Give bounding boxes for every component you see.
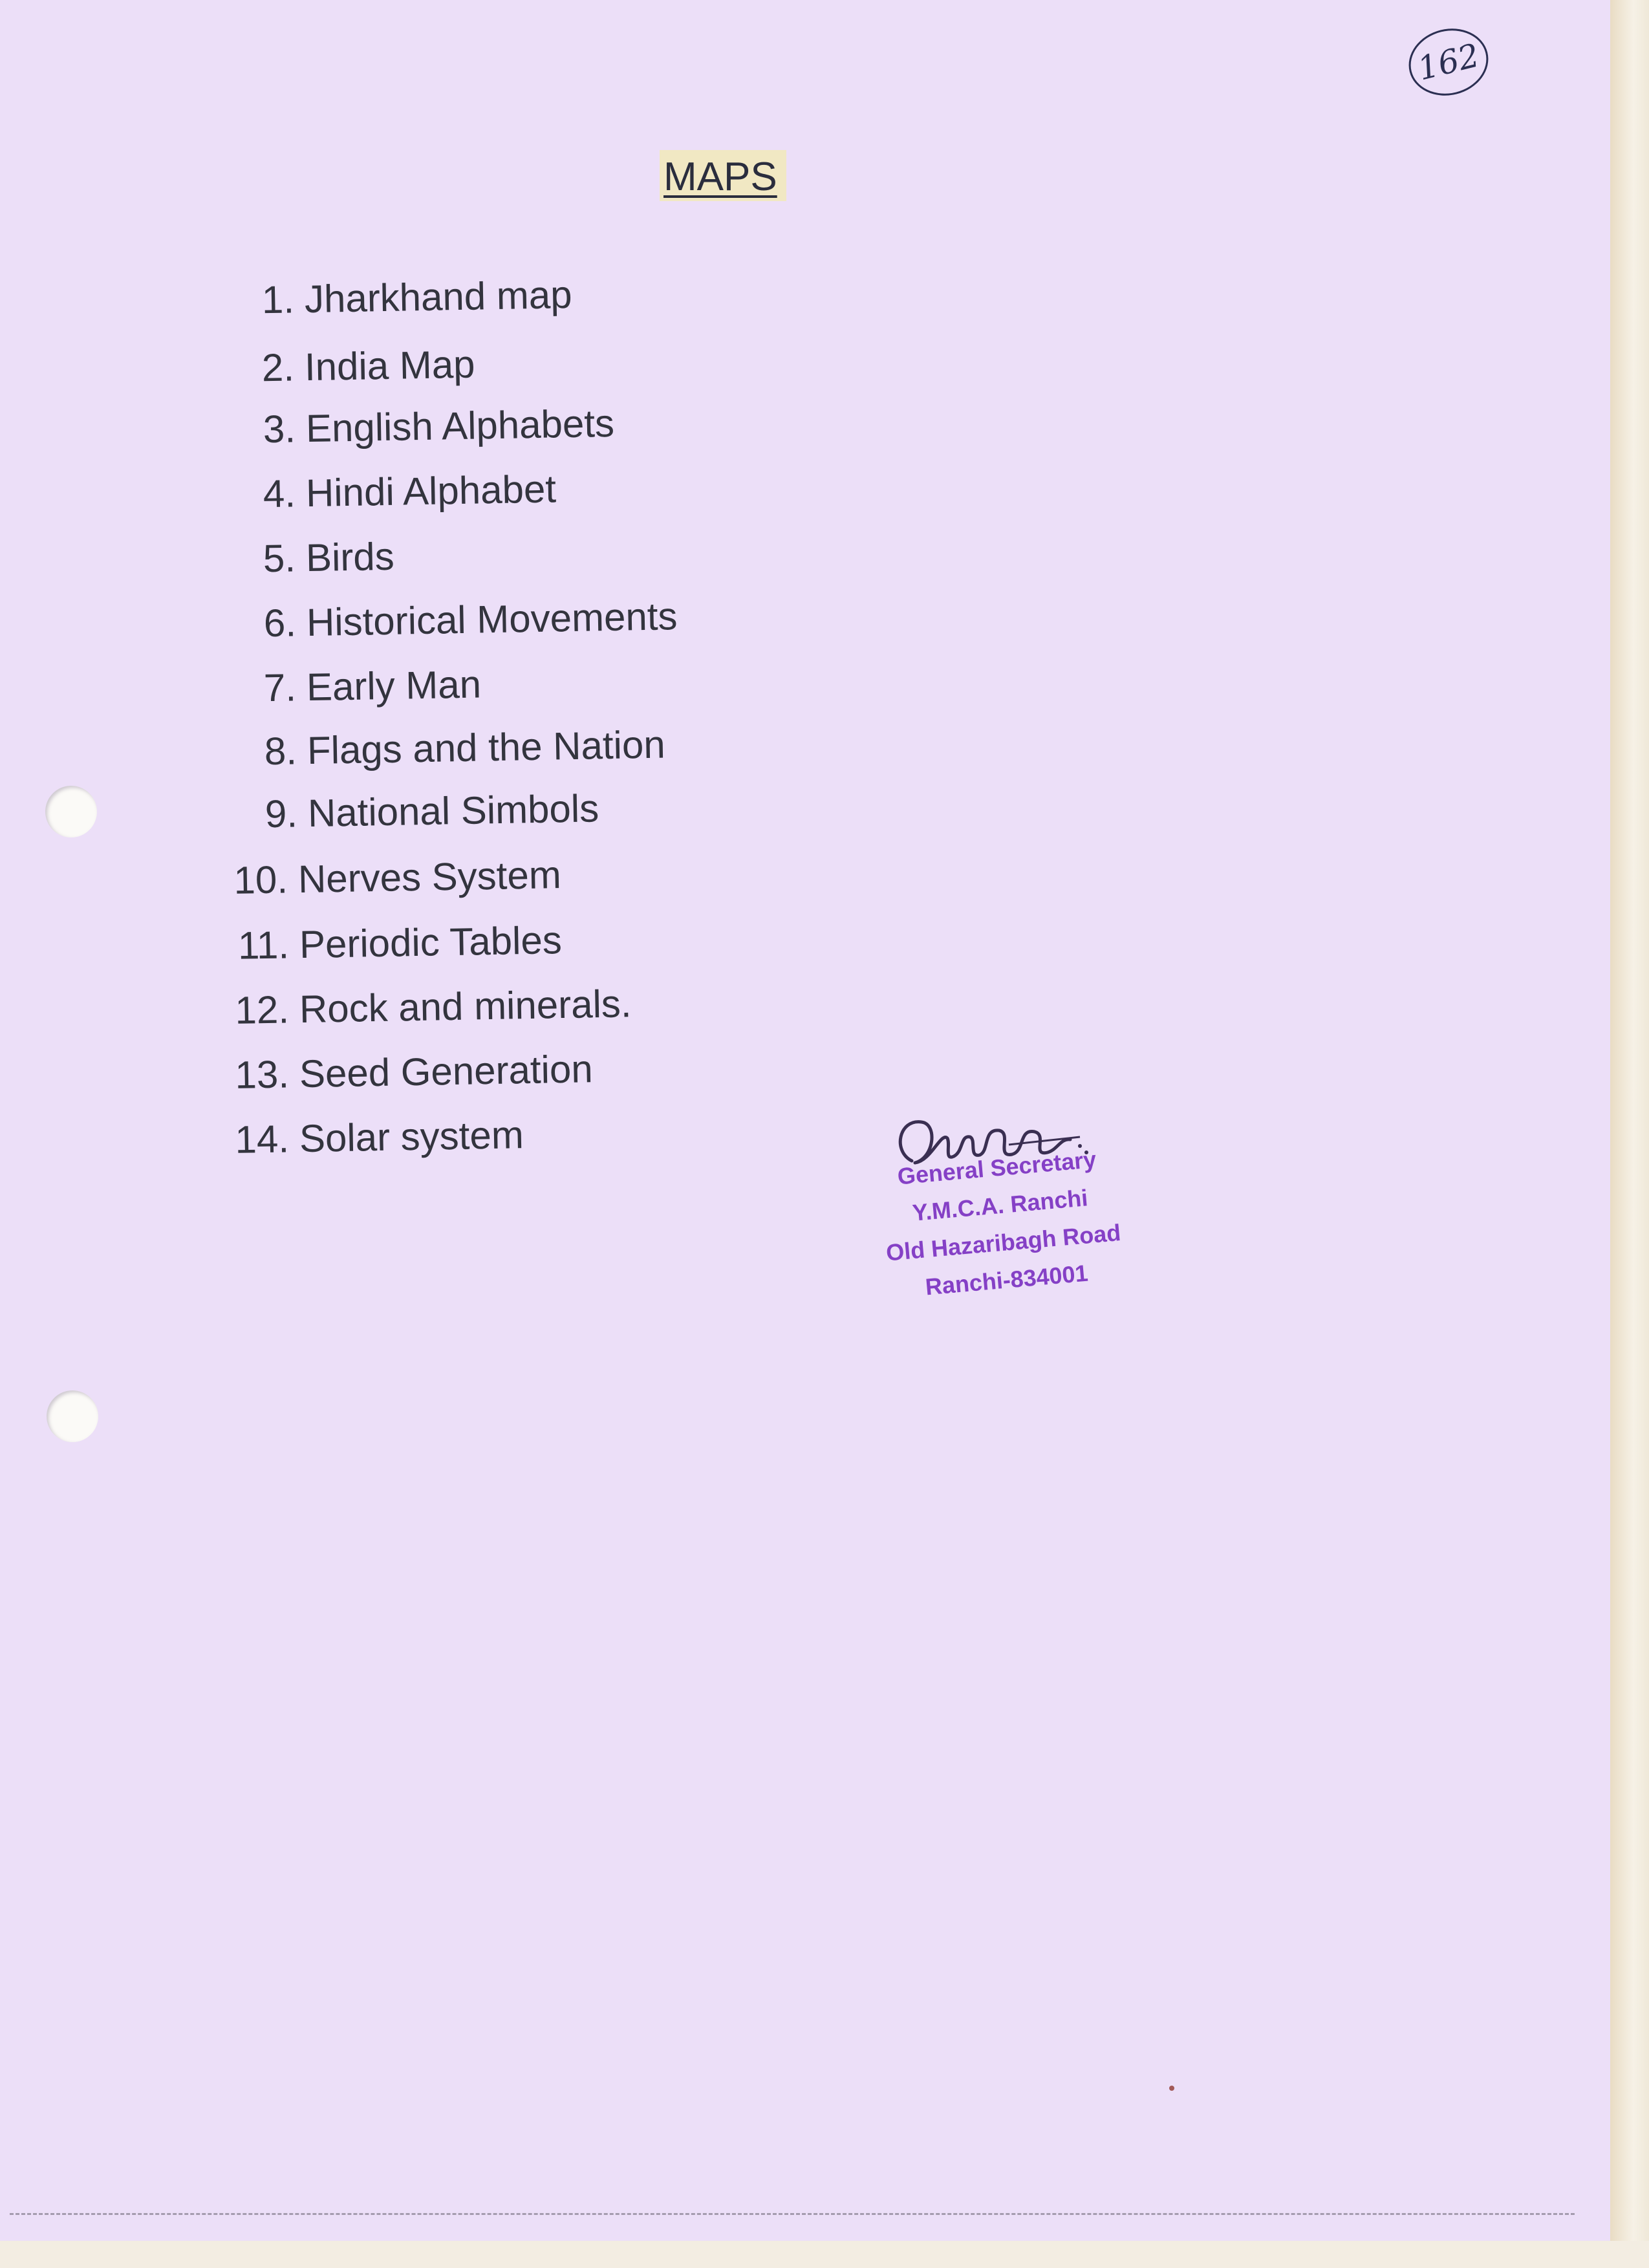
list-item-label: National Simbols: [307, 786, 599, 836]
list-item-number: 6.: [263, 601, 297, 645]
signature-stamp-block: [828, 1099, 1164, 1332]
list-item-label: Rock and minerals.: [299, 982, 632, 1031]
paper-speck: [1169, 2086, 1174, 2091]
list-item: [230, 918, 562, 968]
list-item-number: 1.: [261, 277, 295, 322]
paper-edge-bottom: [0, 2241, 1649, 2268]
list-item-number: 2.: [261, 345, 295, 390]
list-item-label: Periodic Tables: [299, 918, 563, 967]
list-item-label: English Alphabets: [305, 401, 615, 451]
page-title: MAPS: [660, 150, 786, 201]
list-item-number: 11.: [237, 923, 290, 967]
list-item-label: Historical Movements: [306, 594, 678, 645]
list-item-label: Flags and the Nation: [307, 722, 666, 773]
list-item: [235, 342, 475, 391]
list-item-number: 7.: [263, 665, 297, 710]
list-item-label: Solar system: [299, 1113, 524, 1161]
list-item-number: 5.: [263, 536, 296, 581]
list-item-label: Seed Generation: [299, 1047, 594, 1096]
punch-hole: [45, 786, 97, 837]
list-item-label: Early Man: [306, 662, 482, 709]
stamp-line-organization: Y.M.C.A. Ranchi: [911, 1184, 1089, 1226]
organization-stamp: [828, 1135, 1176, 1313]
list-item: [237, 662, 481, 711]
list-item-label: Nerves System: [297, 853, 562, 902]
list-item: [230, 1112, 524, 1162]
list-item: [237, 401, 614, 452]
list-item-number: 4.: [263, 471, 296, 516]
list-item: [239, 786, 599, 837]
list-item-number: 10.: [233, 858, 288, 902]
list-item: [229, 852, 561, 903]
stamp-line-address: Old Hazaribagh Road: [885, 1219, 1122, 1266]
list-item: [237, 534, 394, 581]
footer-rule: [10, 2213, 1575, 2215]
list-item-label: India Map: [304, 342, 476, 389]
list-item-label: Hindi Alphabet: [305, 467, 557, 515]
list-item: [237, 466, 556, 517]
list-item-label: Jharkhand map: [304, 272, 573, 321]
list-item-number: 3.: [263, 407, 296, 451]
list-item-number: 8.: [264, 729, 297, 773]
stamp-line-title: General Secretary: [896, 1145, 1097, 1190]
list-item-number: 13.: [234, 1052, 290, 1097]
paper-edge-right: [1610, 0, 1649, 2268]
list-item: [238, 722, 665, 774]
list-item-number: 14.: [234, 1117, 290, 1161]
list-item: [235, 272, 572, 323]
list-item-number: 9.: [264, 792, 298, 836]
list-item-number: 12.: [234, 988, 290, 1032]
page-number: 162: [1402, 21, 1496, 104]
list-item: [230, 981, 632, 1033]
punch-hole: [47, 1390, 98, 1442]
list-item: [230, 1046, 593, 1097]
list-item: [237, 594, 678, 646]
list-item-label: Birds: [305, 534, 395, 580]
stamp-line-city-pin: Ranchi-834001: [924, 1259, 1090, 1301]
